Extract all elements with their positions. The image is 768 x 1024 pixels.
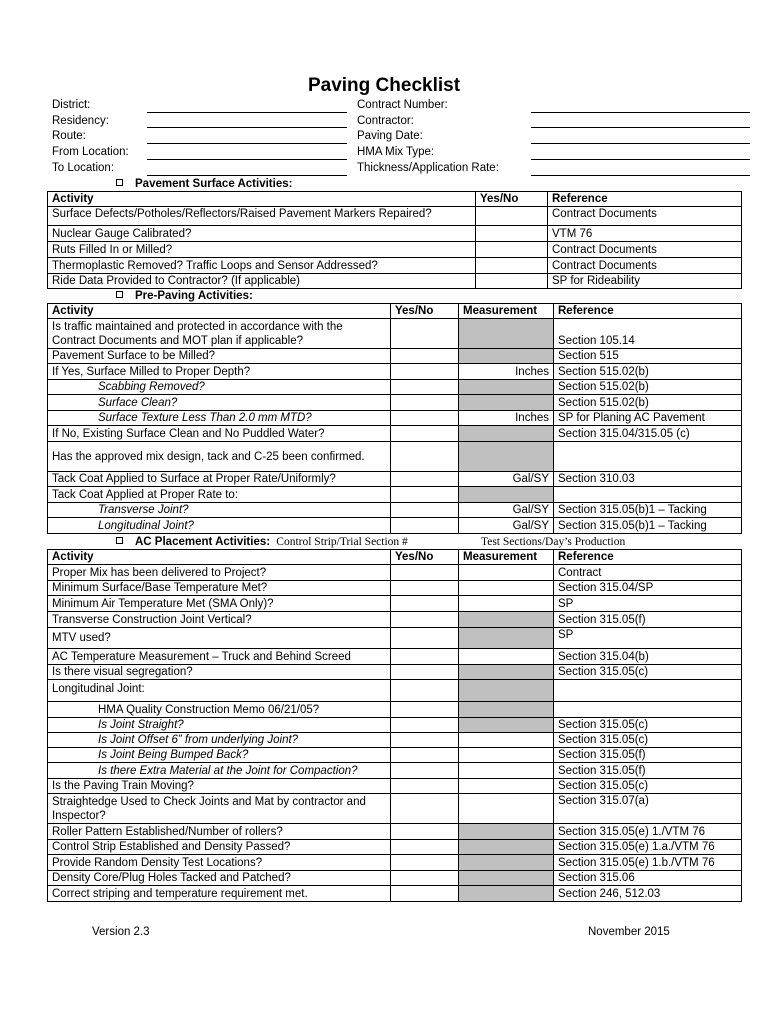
table-row: [48, 680, 742, 702]
footer-date: November 2015: [588, 926, 670, 938]
activity-cell: Ruts Filled In or Milled?: [48, 242, 476, 258]
activity-cell: Surface Clean?: [48, 395, 391, 411]
table-row: [48, 319, 742, 349]
table-row: [48, 226, 742, 242]
measurement-cell: [459, 702, 554, 718]
test-sections-note-wrap: [481, 535, 625, 549]
reference-cell: Contract Documents: [548, 258, 742, 274]
table-row: [48, 871, 742, 886]
reference-cell: Section 315.05(c): [554, 665, 742, 680]
activity-cell: Transverse Construction Joint Vertical?: [48, 612, 391, 628]
yes-no-cell[interactable]: [391, 886, 459, 902]
section-pre-paving: [116, 289, 253, 303]
reference-cell: Section 315.05(b)1 – Tacking: [554, 518, 742, 534]
yes-no-cell[interactable]: [391, 518, 459, 534]
measurement-cell: [459, 380, 554, 395]
activity-cell: Is Joint Being Bumped Back?: [48, 748, 391, 763]
activity-cell: Nuclear Gauge Calibrated?: [48, 226, 476, 242]
measurement-cell[interactable]: Inches: [459, 364, 554, 380]
measurement-cell: [459, 840, 554, 855]
district-label: District:: [52, 99, 91, 111]
thickness-rate-field[interactable]: [531, 175, 750, 176]
activity-cell: Has the approved mix design, tack and C-25 been confirmed.: [48, 442, 391, 472]
activity-cell: Is the Paving Train Moving?: [48, 779, 391, 794]
measurement-cell: [459, 487, 554, 503]
residency-field[interactable]: [147, 127, 347, 128]
yes-no-cell[interactable]: [391, 442, 459, 472]
col-reference: Reference: [554, 550, 742, 565]
table-row: [48, 274, 742, 289]
activity-cell: Is traffic maintained and protected in accordance with the Contract Documents and MOT plan if applicable?: [48, 319, 391, 349]
yes-no-cell[interactable]: [476, 258, 548, 274]
activity-cell: Correct striping and temperature requirement met.: [48, 886, 391, 902]
yes-no-cell[interactable]: [391, 581, 459, 596]
reference-cell: Section 315.05(f): [554, 763, 742, 779]
col-activity: Activity: [48, 304, 391, 319]
table-row: [48, 596, 742, 612]
activity-cell: Proper Mix has been delivered to Project?: [48, 565, 391, 581]
activity-cell: Is Joint Straight?: [48, 718, 391, 733]
reference-cell: Section 515.02(b): [554, 364, 742, 380]
table-header-row: [48, 304, 742, 319]
reference-cell: Section 315.05(c): [554, 779, 742, 794]
hma-mix-type-field[interactable]: [531, 159, 750, 160]
measurement-cell: [459, 395, 554, 411]
measurement-cell: [459, 855, 554, 871]
reference-cell: [554, 702, 742, 718]
table-row: [48, 779, 742, 794]
measurement-cell[interactable]: [459, 763, 554, 779]
table-row: [48, 487, 742, 503]
hma-mix-type-label: HMA Mix Type:: [357, 146, 435, 158]
table-row: [48, 581, 742, 596]
measurement-cell: [459, 349, 554, 364]
activity-cell: Minimum Air Temperature Met (SMA Only)?: [48, 596, 391, 612]
reference-cell: SP: [554, 628, 742, 649]
col-yes-no: Yes/No: [391, 550, 459, 565]
measurement-cell: [459, 628, 554, 649]
reference-cell: Section 315.04/SP: [554, 581, 742, 596]
reference-cell: [554, 442, 742, 472]
table-header-row: [48, 192, 742, 207]
reference-cell: Section 515.02(b): [554, 380, 742, 395]
reference-cell: [554, 487, 742, 503]
measurement-cell[interactable]: [459, 748, 554, 763]
yes-no-cell[interactable]: [391, 503, 459, 518]
to-location-field[interactable]: [147, 175, 347, 176]
residency-label: Residency:: [52, 115, 109, 127]
reference-cell: Section 315.04(b): [554, 649, 742, 665]
table-row: [48, 718, 742, 733]
col-activity: Activity: [48, 192, 476, 207]
table-row: [48, 628, 742, 649]
table-row: [48, 855, 742, 871]
activity-cell: Straightedge Used to Check Joints and Mat by contractor and Inspector?: [48, 794, 391, 824]
yes-no-cell[interactable]: [391, 649, 459, 665]
activity-cell: AC Temperature Measurement – Truck and Behind Screed: [48, 649, 391, 665]
ac-placement-table: [47, 549, 742, 902]
measurement-cell[interactable]: [459, 649, 554, 665]
yes-no-cell[interactable]: [476, 242, 548, 258]
reference-cell: Section 105.14: [554, 319, 742, 349]
reference-cell: SP for Planing AC Pavement: [554, 411, 742, 426]
activity-cell: Pavement Surface to be Milled?: [48, 349, 391, 364]
thickness-rate-label: Thickness/Application Rate:: [357, 162, 499, 174]
from-location-field[interactable]: [147, 159, 347, 160]
section-pavement-surface: [116, 177, 292, 191]
yes-no-cell[interactable]: [391, 794, 459, 824]
activity-cell: HMA Quality Construction Memo 06/21/05?: [48, 702, 391, 718]
table-row: [48, 207, 742, 226]
activity-cell: Scabbing Removed?: [48, 380, 391, 395]
yes-no-cell[interactable]: [476, 207, 548, 226]
checkbox-icon: [116, 537, 123, 544]
section-title: Pavement Surface Activities:: [135, 178, 293, 190]
reference-cell: Section 315.06: [554, 871, 742, 886]
district-field[interactable]: [147, 112, 347, 113]
table-row: [48, 763, 742, 779]
yes-no-cell[interactable]: [391, 824, 459, 840]
col-measurement: Measurement: [459, 304, 554, 319]
measurement-cell[interactable]: [459, 779, 554, 794]
reference-cell: Section 315.05(e) 1./VTM 76: [554, 824, 742, 840]
yes-no-cell[interactable]: [391, 487, 459, 503]
measurement-cell[interactable]: [459, 596, 554, 612]
table-row: [48, 395, 742, 411]
activity-cell: Ride Data Provided to Contractor? (If applicable): [48, 274, 476, 289]
yes-no-cell[interactable]: [391, 349, 459, 364]
yes-no-cell[interactable]: [391, 763, 459, 779]
yes-no-cell[interactable]: [391, 364, 459, 380]
activity-cell: Is Joint Offset 6” from underlying Joint?: [48, 733, 391, 748]
table-row: [48, 665, 742, 680]
yes-no-cell[interactable]: [391, 702, 459, 718]
col-measurement: Measurement: [459, 550, 554, 565]
route-field[interactable]: [147, 143, 347, 144]
activity-cell: Thermoplastic Removed? Traffic Loops and Sensor Addressed?: [48, 258, 476, 274]
activity-cell: Provide Random Density Test Locations?: [48, 855, 391, 871]
control-strip-note: Control Strip/Trial Section #: [276, 536, 408, 548]
page-title: Paving Checklist: [307, 75, 461, 96]
test-sections-note: Test Sections/Day’s Production: [481, 536, 626, 548]
reference-cell: Section 315.05(f): [554, 748, 742, 763]
activity-cell: Control Strip Established and Density Passed?: [48, 840, 391, 855]
reference-cell: Section 315.05(b)1 – Tacking: [554, 503, 742, 518]
measurement-cell: [459, 612, 554, 628]
measurement-cell[interactable]: [459, 581, 554, 596]
measurement-cell: [459, 426, 554, 442]
reference-cell: Section 315.07(a): [554, 794, 742, 824]
table-row: [48, 411, 742, 426]
table-row: [48, 426, 742, 442]
activity-cell: If Yes, Surface Milled to Proper Depth?: [48, 364, 391, 380]
yes-no-cell[interactable]: [391, 395, 459, 411]
reference-cell: Section 315.05(c): [554, 733, 742, 748]
checkbox-icon: [116, 179, 123, 186]
checkbox-icon: [116, 291, 123, 298]
reference-cell: [554, 680, 742, 702]
table-row: [48, 565, 742, 581]
yes-no-cell[interactable]: [476, 274, 548, 289]
reference-cell: Section 310.03: [554, 472, 742, 487]
measurement-cell[interactable]: [459, 565, 554, 581]
reference-cell: Section 315.05(e) 1.b./VTM 76: [554, 855, 742, 871]
reference-cell: Section 315.04/315.05 (c): [554, 426, 742, 442]
table-row: [48, 380, 742, 395]
yes-no-cell[interactable]: [391, 855, 459, 871]
activity-cell: Longitudinal Joint?: [48, 518, 391, 534]
footer-version: Version 2.3: [92, 926, 150, 938]
from-location-label: From Location:: [52, 146, 129, 158]
yes-no-cell[interactable]: [391, 779, 459, 794]
reference-cell: SP for Rideability: [548, 274, 742, 289]
reference-cell: SP: [554, 596, 742, 612]
table-row: [48, 258, 742, 274]
measurement-cell: [459, 442, 554, 472]
contractor-field[interactable]: [531, 127, 750, 128]
reference-cell: Contract Documents: [548, 242, 742, 258]
measurement-cell: [459, 680, 554, 702]
activity-cell: Surface Defects/Potholes/Reflectors/Raised Pavement Markers Repaired?: [48, 207, 476, 226]
section-title: Pre-Paving Activities:: [135, 290, 253, 302]
contract-number-label: Contract Number:: [357, 99, 448, 111]
measurement-cell[interactable]: Gal/SY: [459, 518, 554, 534]
measurement-cell: [459, 886, 554, 902]
measurement-cell: [459, 718, 554, 733]
reference-cell: Section 246, 512.03: [554, 886, 742, 902]
table-row: [48, 794, 742, 824]
table-row: [48, 824, 742, 840]
reference-cell: Section 315.05(c): [554, 718, 742, 733]
yes-no-cell[interactable]: [391, 596, 459, 612]
reference-cell: Contract: [554, 565, 742, 581]
reference-cell: Section 315.05(f): [554, 612, 742, 628]
measurement-cell[interactable]: Gal/SY: [459, 472, 554, 487]
reference-cell: Section 515: [554, 349, 742, 364]
activity-cell: Surface Texture Less Than 2.0 mm MTD?: [48, 411, 391, 426]
paving-date-field[interactable]: [531, 143, 750, 144]
measurement-cell[interactable]: Inches: [459, 411, 554, 426]
activity-cell: Is there visual segregation?: [48, 665, 391, 680]
yes-no-cell[interactable]: [391, 411, 459, 426]
table-row: [48, 503, 742, 518]
pavement-surface-table: [47, 191, 742, 289]
col-reference: Reference: [554, 304, 742, 319]
yes-no-cell[interactable]: [391, 748, 459, 763]
measurement-cell[interactable]: [459, 733, 554, 748]
yes-no-cell[interactable]: [476, 226, 548, 242]
pre-paving-table: [47, 303, 742, 534]
yes-no-cell[interactable]: [391, 665, 459, 680]
table-row: [48, 472, 742, 487]
measurement-cell[interactable]: [459, 794, 554, 824]
table-row: [48, 748, 742, 763]
activity-cell: If No, Existing Surface Clean and No Puddled Water?: [48, 426, 391, 442]
yes-no-cell[interactable]: [391, 565, 459, 581]
section-title: AC Placement Activities:: [135, 536, 271, 548]
table-row: [48, 649, 742, 665]
table-row: [48, 242, 742, 258]
yes-no-cell[interactable]: [391, 472, 459, 487]
table-row: [48, 733, 742, 748]
yes-no-cell[interactable]: [391, 840, 459, 855]
reference-cell: VTM 76: [548, 226, 742, 242]
activity-cell: MTV used?: [48, 628, 391, 649]
col-reference: Reference: [548, 192, 742, 207]
activity-cell: Roller Pattern Established/Number of rollers?: [48, 824, 391, 840]
table-row: [48, 886, 742, 902]
yes-no-cell[interactable]: [391, 718, 459, 733]
table-row: [48, 840, 742, 855]
section-ac-placement: [116, 535, 408, 549]
paving-date-label: Paving Date:: [357, 130, 423, 142]
yes-no-cell[interactable]: [391, 733, 459, 748]
col-activity: Activity: [48, 550, 391, 565]
contractor-label: Contractor:: [357, 115, 414, 127]
col-yes-no: Yes/No: [476, 192, 548, 207]
activity-cell: Tack Coat Applied at Proper Rate to:: [48, 487, 391, 503]
yes-no-cell[interactable]: [391, 680, 459, 702]
measurement-cell: [459, 319, 554, 349]
activity-cell: Is there Extra Material at the Joint for Compaction?: [48, 763, 391, 779]
yes-no-cell[interactable]: [391, 319, 459, 349]
measurement-cell: [459, 871, 554, 886]
table-row: [48, 442, 742, 472]
activity-cell: Longitudinal Joint:: [48, 680, 391, 702]
activity-cell: Tack Coat Applied to Surface at Proper Rate/Uniformly?: [48, 472, 391, 487]
route-label: Route:: [52, 130, 86, 142]
reference-cell: Contract Documents: [548, 207, 742, 226]
activity-cell: Density Core/Plug Holes Tacked and Patched?: [48, 871, 391, 886]
table-row: [48, 349, 742, 364]
yes-no-cell[interactable]: [391, 380, 459, 395]
table-header-row: [48, 550, 742, 565]
yes-no-cell[interactable]: [391, 628, 459, 649]
table-row: [48, 612, 742, 628]
contract-number-field[interactable]: [531, 112, 750, 113]
measurement-cell: [459, 665, 554, 680]
reference-cell: Section 515.02(b): [554, 395, 742, 411]
table-row: [48, 702, 742, 718]
yes-no-cell[interactable]: [391, 612, 459, 628]
measurement-cell[interactable]: Gal/SY: [459, 503, 554, 518]
activity-cell: Minimum Surface/Base Temperature Met?: [48, 581, 391, 596]
to-location-label: To Location:: [52, 162, 115, 174]
measurement-cell: [459, 824, 554, 840]
reference-cell: Section 315.05(e) 1.a./VTM 76: [554, 840, 742, 855]
activity-cell: Transverse Joint?: [48, 503, 391, 518]
table-row: [48, 518, 742, 534]
col-yes-no: Yes/No: [391, 304, 459, 319]
yes-no-cell[interactable]: [391, 871, 459, 886]
yes-no-cell[interactable]: [391, 426, 459, 442]
table-row: [48, 364, 742, 380]
